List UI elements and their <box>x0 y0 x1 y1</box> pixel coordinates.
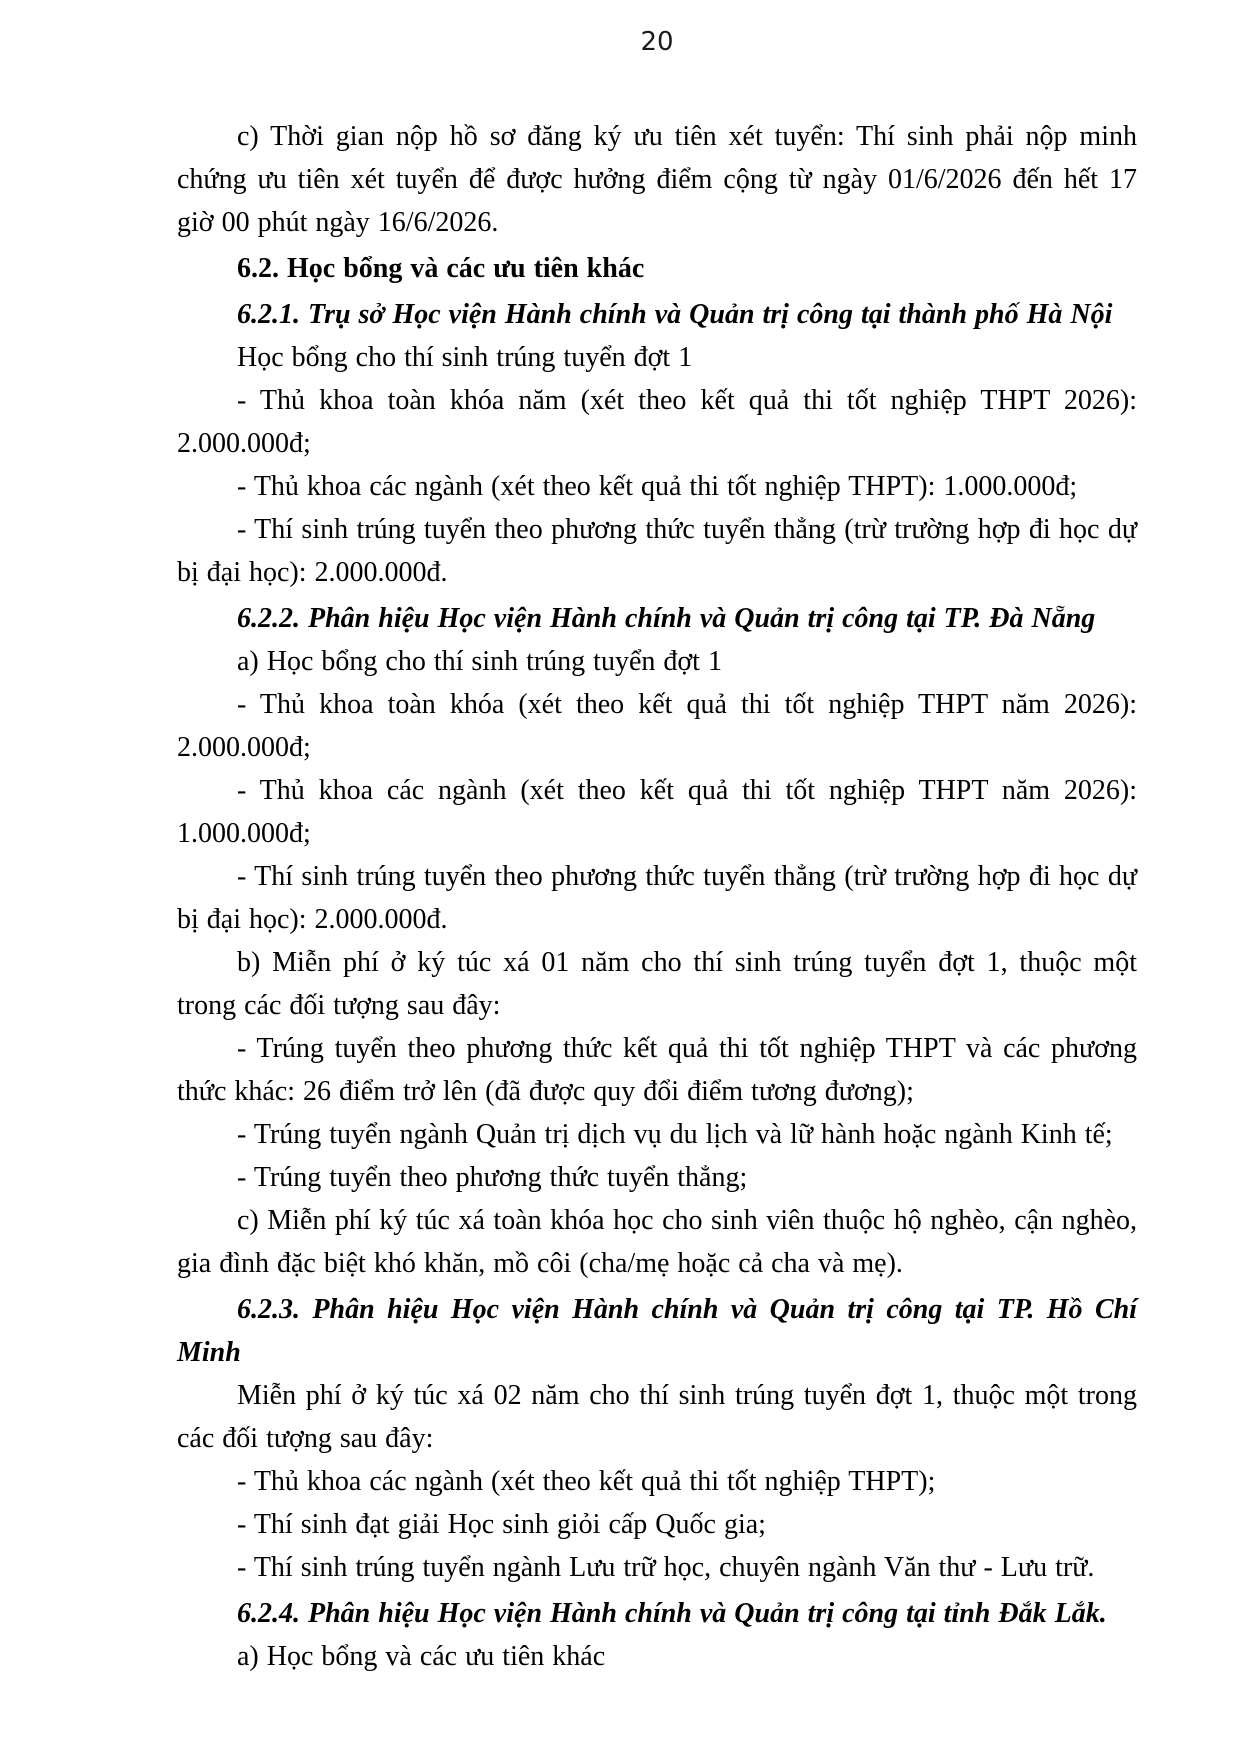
subsection-heading: 6.2.3. Phân hiệu Học viện Hành chính và Quản trị công tại TP. Hồ Chí Minh <box>177 1294 1137 1368</box>
paragraph: - Thủ khoa các ngành (xét theo kết quả thi tốt nghiệp THPT); <box>237 1466 936 1497</box>
paragraph: - Thủ khoa các ngành (xét theo kết quả thi tốt nghiệp THPT năm 2026): 1.000.000đ; <box>177 775 1137 849</box>
paragraph: - Thủ khoa toàn khóa (xét theo kết quả thi tốt nghiệp THPT năm 2026): 2.000.000đ; <box>177 689 1137 763</box>
paragraph: Học bổng cho thí sinh trúng tuyển đợt 1 <box>237 342 693 373</box>
paragraph: Miễn phí ở ký túc xá 02 năm cho thí sinh trúng tuyển đợt 1, thuộc một trong các đối tượng sau đây: <box>177 1380 1137 1454</box>
paragraph: - Thí sinh đạt giải Học sinh giỏi cấp Quốc gia; <box>237 1509 766 1540</box>
paragraph: a) Học bổng và các ưu tiên khác <box>237 1641 606 1672</box>
paragraph: - Thí sinh trúng tuyển ngành Lưu trữ học, chuyên ngành Văn thư - Lưu trữ. <box>237 1552 1095 1583</box>
subsection-heading: 6.2.1. Trụ sở Học viện Hành chính và Quản trị công tại thành phố Hà Nội <box>237 299 1113 330</box>
paragraph: c) Thời gian nộp hồ sơ đăng ký ưu tiên xét tuyển: Thí sinh phải nộp minh chứng ưu tiên xét tuyển để được hưởng điểm cộng từ ngày 01/6/2026 đến hết 17 giờ 00 phút ngày 16/6/2026. <box>177 121 1137 238</box>
paragraph: a) Học bổng cho thí sinh trúng tuyển đợt 1 <box>237 646 722 677</box>
page-number: 20 <box>640 27 674 57</box>
paragraph: - Thủ khoa các ngành (xét theo kết quả thi tốt nghiệp THPT): 1.000.000đ; <box>237 471 1078 502</box>
paragraph: - Thí sinh trúng tuyển theo phương thức tuyển thẳng (trừ trường hợp đi học dự bị đại học): 2.000.000đ. <box>177 861 1137 935</box>
paragraph: - Trúng tuyển theo phương thức kết quả thi tốt nghiệp THPT và các phương thức khác: 26 điểm trở lên (đã được quy đổi điểm tương đương); <box>177 1033 1137 1107</box>
paragraph: c) Miễn phí ký túc xá toàn khóa học cho sinh viên thuộc hộ nghèo, cận nghèo, gia đình đặc biệt khó khăn, mồ côi (cha/mẹ hoặc cả cha và mẹ). <box>177 1205 1137 1279</box>
paragraph: - Thủ khoa toàn khóa năm (xét theo kết quả thi tốt nghiệp THPT 2026): 2.000.000đ; <box>177 385 1137 459</box>
subsection-heading: 6.2.2. Phân hiệu Học viện Hành chính và Quản trị công tại TP. Đà Nẵng <box>237 603 1096 634</box>
paragraph: - Trúng tuyển ngành Quản trị dịch vụ du lịch và lữ hành hoặc ngành Kinh tế; <box>237 1119 1113 1150</box>
section-heading: 6.2. Học bổng và các ưu tiên khác <box>237 253 645 284</box>
paragraph: b) Miễn phí ở ký túc xá 01 năm cho thí sinh trúng tuyển đợt 1, thuộc một trong các đối tượng sau đây: <box>177 947 1137 1021</box>
paragraph: - Thí sinh trúng tuyển theo phương thức tuyển thẳng (trừ trường hợp đi học dự bị đại học): 2.000.000đ. <box>177 514 1137 588</box>
subsection-heading: 6.2.4. Phân hiệu Học viện Hành chính và Quản trị công tại tỉnh Đắk Lắk. <box>237 1598 1107 1629</box>
document-body <box>0 115 1241 1678</box>
paragraph: - Trúng tuyển theo phương thức tuyển thẳng; <box>237 1162 748 1193</box>
